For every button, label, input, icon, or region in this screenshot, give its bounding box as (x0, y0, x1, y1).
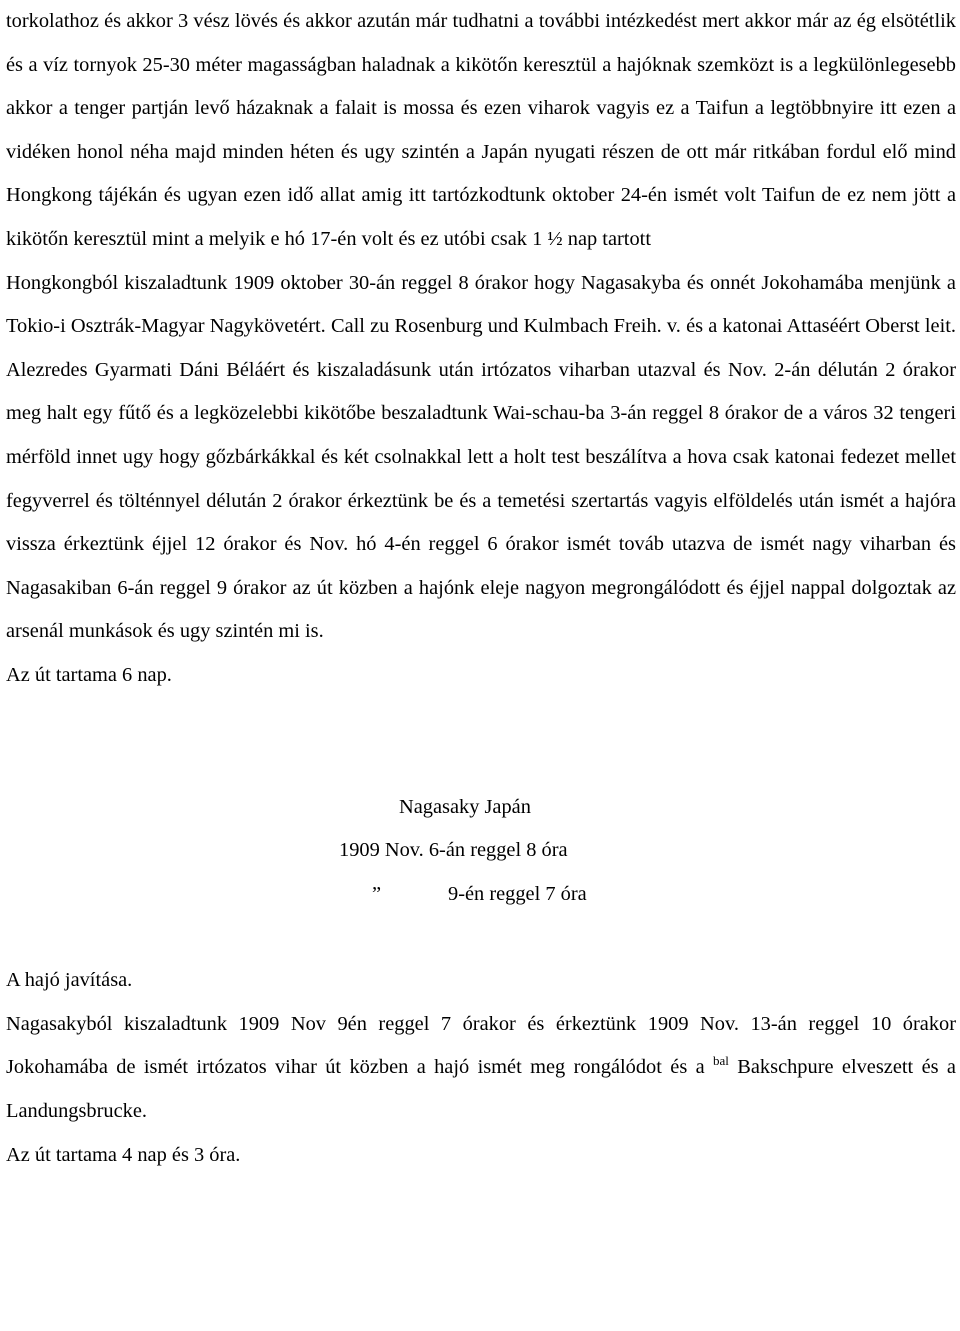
spacer (6, 916, 956, 959)
superscript-bal: bal (713, 1053, 729, 1069)
paragraph-3-main: Nagasakyból kiszaladtunk 1909 Nov 9én reggel 7 órakor és érkeztünk 1909 Nov. 13-án reggel 10 órakor Jokohamába de ismét irtózatos vihar út közben a hajó ismét meg rongálódot és a (6, 1012, 956, 1079)
paragraph-departure-hongkong: Hongkongból kiszaladtunk 1909 oktober 30-án reggel 8 órakor hogy Nagasakyba és onnét Jokohamába menjünk a Tokio-i Osztrák-Magyar Nagykövetért. Call zu Rosenburg und Kulmbach Freih. v. és a katonai Attaséért Oberst leit. Alezredes Gyarmati Dáni Béláért és kiszaladásunk után irtózatos viharban utazval és Nov. 2-án délután 2 órakor meg halt egy fűtő és a legközelebbi kikötőbe beszaladtunk Wai-schau-ba 3-án reggel 8 órakor de a város 32 tengeri mérföld innet ugy hogy gőzbárkákkal és két csolnakkal lett a holt test beszálítva a hova csak katonai fedezet mellet fegyverrel és tölténnyel délután 2 órakor érkeztünk be és a temetési szertartás vagyis elföldelés után ismét a hajóra vissza érkeztünk éjjel 12 órakor és Nov. hó 4-én reggel 6 órakor ismét továb utazva de ismét nagy viharban és Nagasakiban 6-án reggel 9 órakor az út közben a hajónk eleje nagyon megrongálódott és éjjel nappal dolgoztak az arsenál munkások és ugy szintén mi is. (6, 271, 956, 643)
date-line-2 (6, 873, 956, 917)
heading-ship-repair: A hajó javítása. (6, 969, 133, 992)
date-line-2-text: 9-én reggel 7 óra (448, 882, 587, 905)
trip-duration-1: Az út tartama 6 nap. (6, 663, 172, 686)
paragraph-typhoon: torkolathoz és akkor 3 vész lövés és akkor azután már tudhatni a további intézkedést mert akkor már az ég elsötétlik és a víz tornyok 25-30 méter magasságban haladnak a kikötőn keresztül a hajóknak szemközt is a legkülönlegesebb akkor a tenger partján levő házaknak a falait is mossa és ezen viharok vagyis ez a Taifun a legtöbbnyire itt ezen a vidéken honol néha majd minden héten és ugy szintén a Japán nyugati részen de ott már ritkában fordul elő mind Hongkong tájékán és ugyan ezen idő allat amig itt tartózkodtunk oktober 24-én ismét volt Taifun de ez nem jött a kikötőn keresztül mint a melyik e hó 17-én volt és ez utóbi csak 1 ½ nap tartott (6, 10, 956, 250)
ditto-mark: ” (372, 882, 382, 905)
spacer (6, 698, 956, 786)
document-page (6, 0, 956, 1177)
paragraph-departure-nagasaky (6, 1003, 956, 1134)
location-line: Nagasaky Japán (399, 795, 531, 818)
paragraph-3-end: Bakschpure elveszett és a Landungsbrucke. (6, 1056, 956, 1123)
trip-duration-2: Az út tartama 4 nap és 3 óra. (6, 1143, 241, 1166)
date-line-1: 1909 Nov. 6-án reggel 8 óra (339, 839, 568, 862)
